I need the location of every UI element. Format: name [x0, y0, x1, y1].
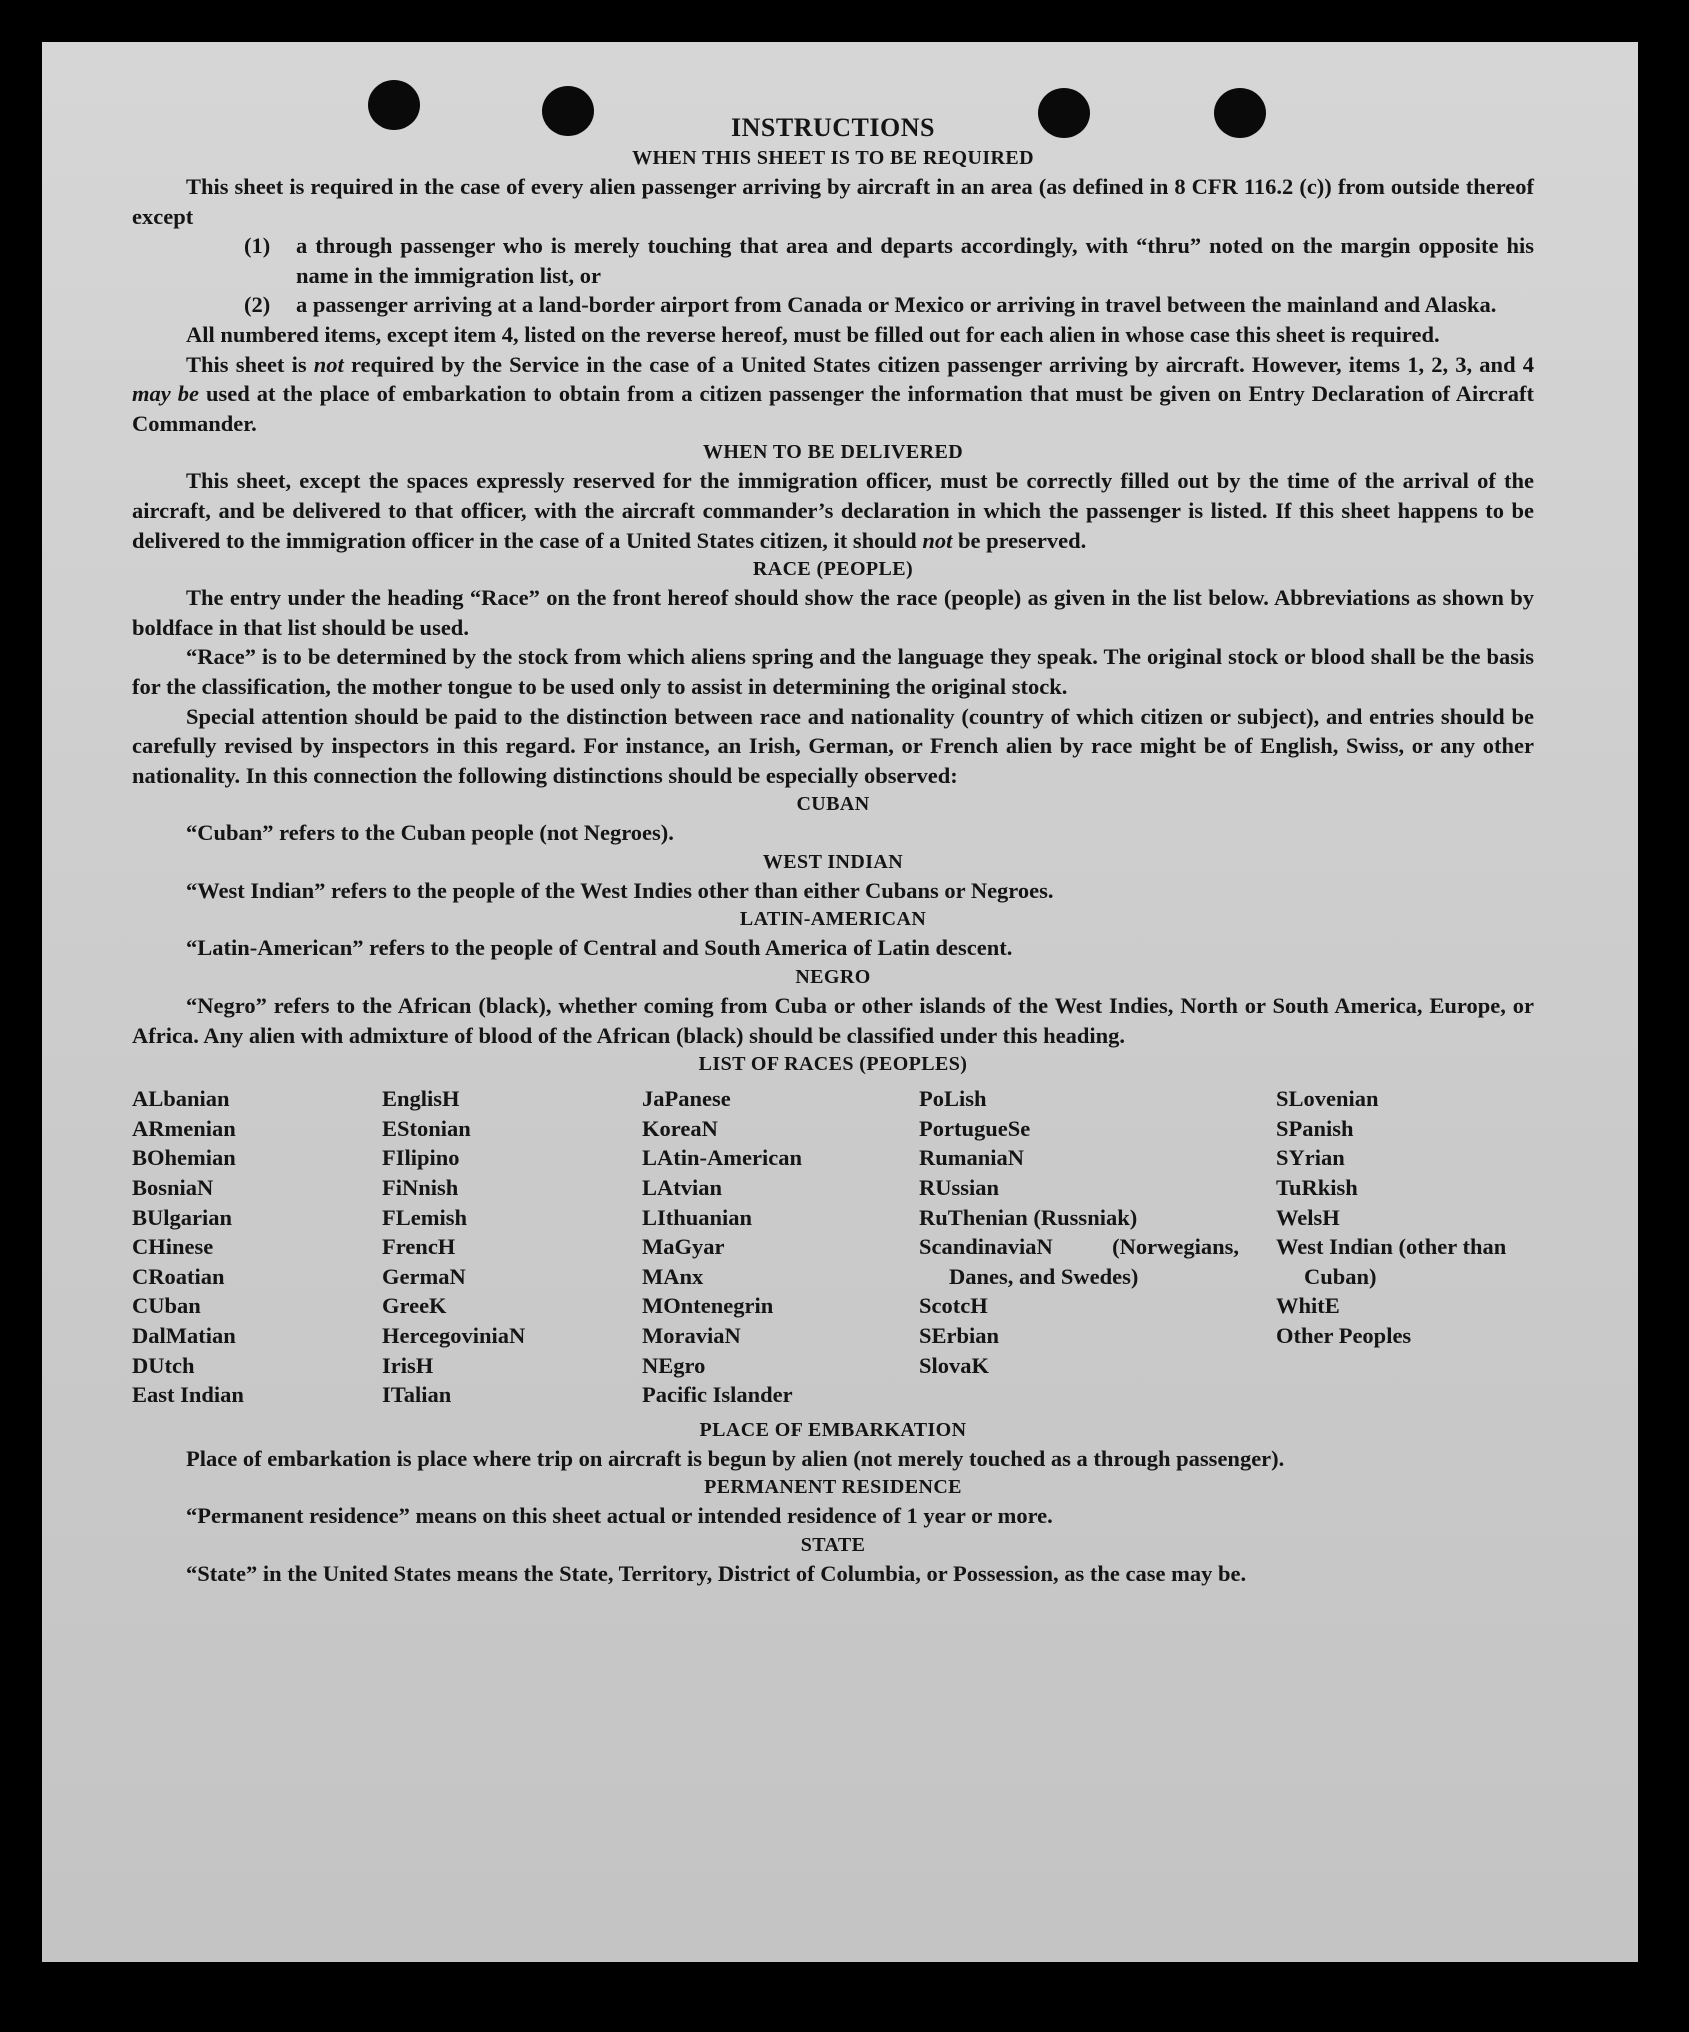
race-item: ARmenian [132, 1115, 236, 1141]
race-item: BosniaN [132, 1175, 214, 1201]
paragraph: “Latin-American” refers to the people of Central and South America of Latin descent. [186, 935, 1013, 961]
section-heading: PLACE OF EMBARKATION [699, 1418, 967, 1441]
text-run: used at the place of embarkation to obtain from a citizen passenger the information that must be given on Entry Declaration of Aircraft Commander. [132, 381, 1534, 436]
race-item: ITalian [382, 1382, 452, 1408]
text-run: be preserved. [952, 527, 1087, 553]
item-text: a passenger arriving at a land-border airport from Canada or Mexico or arriving in travel between the mainland and Alaska. [296, 292, 1497, 318]
race-item: EStonian [382, 1115, 471, 1141]
race-item: MAnx [642, 1263, 704, 1289]
race-item: West Indian (other than Cuban) [1276, 1234, 1507, 1289]
race-item: CHinese [132, 1234, 214, 1260]
race-item: ScotcH [919, 1293, 988, 1319]
paragraph: “Cuban” refers to the Cuban people (not Negroes). [186, 820, 674, 846]
section-heading: CUBAN [796, 793, 870, 816]
race-item: SYrian [1276, 1145, 1345, 1171]
race-column [132, 1084, 382, 1410]
race-item: ScandinaviaN (Norwegians, Danes, and Swedes) [919, 1234, 1239, 1289]
race-item: SPanish [1276, 1115, 1354, 1141]
race-item: Other Peoples [1276, 1323, 1412, 1348]
section-heading: STATE [800, 1533, 866, 1556]
item-text: a through passenger who is merely touching that area and departs accordingly, with “thru” noted on the margin opposite his name in the immigration list, or [296, 233, 1534, 288]
race-item: DUtch [132, 1352, 195, 1378]
text-run: This sheet, except the spaces expressly reserved for the immigration officer, must be correctly filled out by the time of the arrival of the aircraft, and be delivered to that officer, with the aircraft commander’s declaration in which the passenger is listed. If this sheet happens to be delivered to the immigration officer in the case of a United States citizen, it should [132, 468, 1534, 553]
race-item: GermaN [382, 1263, 466, 1289]
race-item: RUssian [919, 1175, 1000, 1201]
race-item: BOhemian [132, 1145, 236, 1171]
race-item: FLemish [382, 1204, 468, 1230]
instructions-content [132, 112, 1534, 1589]
race-item: FiNnish [382, 1175, 459, 1201]
page-title: INSTRUCTIONS [731, 113, 935, 142]
race-column [642, 1084, 919, 1410]
paragraph: “West Indian” refers to the people of the West Indies other than either Cubans or Negroes. [186, 877, 1054, 903]
emphasis: may be [132, 381, 199, 407]
race-list [132, 1084, 1534, 1410]
race-item: HercegoviniaN [382, 1323, 526, 1348]
race-item: GreeK [382, 1293, 447, 1319]
document-page [42, 42, 1638, 1962]
race-item: MOntenegrin [642, 1293, 774, 1319]
race-item: East Indian [132, 1382, 244, 1408]
paragraph: The entry under the heading “Race” on the front hereof should show the race (people) as given in the list below. Abbreviations as shown by boldface in that list should be used. [132, 585, 1534, 640]
race-item: DalMatian [132, 1323, 236, 1348]
race-item: RumaniaN [919, 1145, 1025, 1171]
race-column [919, 1084, 1276, 1410]
race-item: KoreaN [642, 1115, 718, 1141]
race-item: LAtin-American [642, 1145, 802, 1171]
section-heading: WEST INDIAN [762, 850, 904, 873]
list-item [244, 290, 1534, 320]
race-item: LIthuanian [642, 1204, 753, 1230]
race-item: SLovenian [1276, 1086, 1379, 1112]
emphasis: not [922, 527, 953, 553]
paragraph: “Race” is to be determined by the stock from which aliens spring and the language they speak. The original stock or blood shall be the basis for the classification, the mother tongue to be used only to assist in determining the original stock. [132, 644, 1534, 699]
race-item: FIlipino [382, 1145, 460, 1171]
paragraph: Special attention should be paid to the distinction between race and nationality (country of which citizen or subject), and entries should be carefully revised by inspectors in this regard. For instance, an Irish, German, or French alien by race might be of English, Swiss, or any other nationality. In this connection the following distinctions should be especially observed: [132, 703, 1534, 788]
race-item: PoLish [919, 1086, 987, 1112]
race-item: BUlgarian [132, 1204, 233, 1230]
text-run: required by the Service in the case of a United States citizen passenger arriving by aircraft. However, items 1, 2, 3, and 4 [343, 351, 1534, 377]
race-item: PortugueSe [919, 1115, 1031, 1141]
section-heading: LATIN-AMERICAN [739, 908, 927, 931]
emphasis: not [313, 351, 344, 377]
item-number: (2) [244, 292, 271, 318]
section-heading: WHEN THIS SHEET IS TO BE REQUIRED [632, 147, 1034, 169]
race-item: MoraviaN [642, 1323, 741, 1348]
race-column [1276, 1084, 1534, 1410]
item-number: (1) [244, 233, 271, 259]
race-item: JaPanese [642, 1086, 731, 1112]
race-item: SErbian [919, 1323, 1000, 1348]
race-item: WelsH [1276, 1204, 1340, 1230]
section-heading: PERMANENT RESIDENCE [704, 1476, 962, 1499]
race-item: WhitE [1276, 1293, 1340, 1319]
race-item: EnglisH [382, 1086, 460, 1112]
paragraph: This sheet is required in the case of every alien passenger arriving by aircraft in an area (as defined in 8 CFR 116.2 (c)) from outside thereof except [132, 174, 1534, 229]
race-item: MaGyar [642, 1234, 725, 1260]
paragraph: “Permanent residence” means on this sheet actual or intended residence of 1 year or more. [186, 1503, 1053, 1529]
paragraph: All numbered items, except item 4, listed on the reverse hereof, must be filled out for each alien in whose case this sheet is required. [186, 321, 1440, 347]
list-item [244, 231, 1534, 290]
paragraph: “Negro” refers to the African (black), whether coming from Cuba or other islands of the West Indies, North or South America, Europe, or Africa. Any alien with admixture of blood of the African (black) should be classified under this heading. [132, 993, 1534, 1048]
section-heading: LIST OF RACES (PEOPLES) [698, 1053, 968, 1076]
paragraph: “State” in the United States means the State, Territory, District of Columbia, or Possession, as the case may be. [186, 1560, 1247, 1586]
race-item: SlovaK [919, 1352, 990, 1378]
section-heading: NEGRO [795, 966, 871, 989]
section-heading: RACE (PEOPLE) [752, 558, 914, 581]
race-item: CUban [132, 1293, 201, 1319]
race-item: IrisH [382, 1352, 434, 1378]
race-item: LAtvian [642, 1175, 723, 1201]
race-item: TuRkish [1276, 1175, 1358, 1201]
race-item: FrencH [382, 1234, 456, 1260]
paragraph [132, 466, 1534, 555]
paragraph: Place of embarkation is place where trip on aircraft is begun by alien (not merely touched as a through passenger). [186, 1445, 1285, 1471]
race-item: NEgro [642, 1352, 706, 1378]
race-column [382, 1084, 642, 1410]
text-run: This sheet is [186, 351, 314, 377]
section-heading: WHEN TO BE DELIVERED [702, 441, 964, 464]
race-item: CRoatian [132, 1263, 225, 1289]
paragraph [132, 350, 1534, 439]
race-item: RuThenian (Russniak) [919, 1204, 1138, 1230]
race-item: Pacific Islander [642, 1382, 793, 1408]
race-item: ALbanian [132, 1086, 230, 1112]
